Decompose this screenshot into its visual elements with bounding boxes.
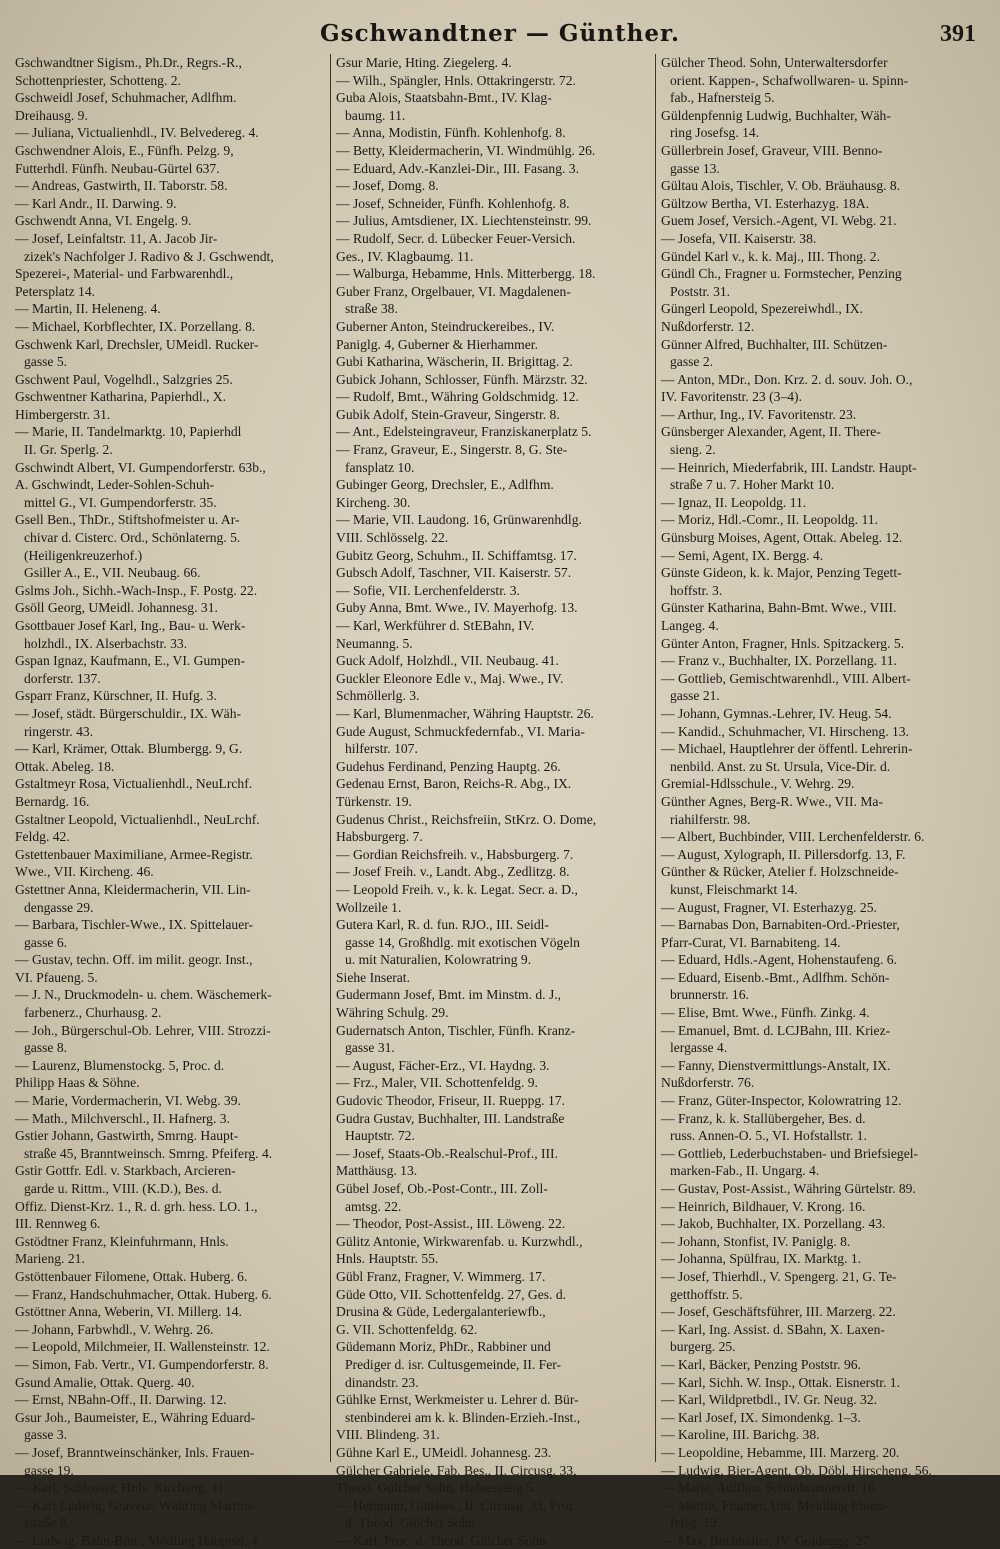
directory-entry-line: — Michael, Hauptlehrer der öffentl. Lehrerin- [661, 741, 913, 757]
directory-entry-line: — Michael, Korbflechter, IX. Porzellang. 8. [15, 318, 256, 334]
directory-entry-line: — Franz, Handschuhmacher, Ottak. Huberg. 6. [15, 1286, 272, 1302]
directory-entry-line: fansplatz 10. [345, 459, 415, 475]
directory-entry-line: Günther & Rücker, Atelier f. Holzschneide- [661, 864, 899, 880]
directory-entry-line: — Karl Josef, IX. Simondenkg. 1–3. [661, 1409, 861, 1425]
directory-entry-line: zizek's Nachfolger J. Radivo & J. Gschwendt, [24, 248, 274, 264]
directory-entry-line: Gsell Ben., ThDr., Stiftshofmeister u. Ar- [15, 512, 240, 528]
directory-entry-line: Gubick Johann, Schlosser, Fünfh. Märzstr. 32. [336, 371, 588, 387]
directory-entry-line: u. mit Naturalien, Kolowratring 9. [345, 952, 532, 968]
directory-entry-line: G. VII. Schottenfeldg. 62. [336, 1321, 478, 1337]
directory-entry-line: brunnerstr. 16. [670, 987, 749, 1003]
directory-entry-line: — Walburga, Hebamme, Hnls. Mitterbergg. 18. [336, 266, 596, 282]
directory-entry-line: Gübel Josef, Ob.-Post-Contr., III. Zoll- [336, 1181, 548, 1196]
directory-entry-line: garde u. Rittm., VIII. (K.D.), Bes. d. [24, 1181, 222, 1196]
directory-entry-line: ringerstr. 43. [24, 723, 94, 739]
directory-entry-line: marken-Fab., II. Ungarg. 4. [670, 1163, 820, 1179]
directory-entry-line: Guberner Anton, Steindruckereibes., IV. [336, 318, 555, 334]
directory-entry-line: Offiz. Dienst-Krz. 1., R. d. grh. hess. LO. 1., [15, 1198, 258, 1214]
directory-entry-line: amtsg. 22. [345, 1198, 402, 1214]
directory-entry-line: Gedenau Ernst, Baron, Reichs-R. Abg., IX. [336, 776, 572, 792]
directory-entry-line: — Leopoldine, Hebamme, III. Marzerg. 20. [661, 1444, 900, 1460]
directory-entry-line: Günsberger Alexander, Agent, II. There- [661, 424, 881, 440]
directory-entry-line: — Emanuel, Bmt. d. LCJBahn, III. Kriez- [661, 1022, 891, 1038]
page-header [10, 14, 990, 54]
directory-entry-line: Gubi Katharina, Wäscherin, II. Brigittag. 2. [336, 354, 573, 370]
directory-entry-line: — Hermann, Gutsbes., II. Circusg. 33, Proc. [336, 1497, 579, 1513]
directory-entry-line: A. Gschwindt, Leder-Sohlen-Schuh- [15, 477, 215, 493]
directory-entry-line: — Anton, MDr., Don. Krz. 2. d. souv. Joh. O., [661, 371, 913, 387]
directory-entry-line: Wwe., VII. Kircheng. 46. [15, 864, 154, 880]
directory-entry-line: sieng. 2. [670, 442, 716, 458]
directory-entry-line: Günster Katharina, Bahn-Bmt. Wwe., VIII. [661, 600, 897, 616]
directory-entry-line: Ges., IV. Klagbaumg. 11. [336, 248, 474, 264]
directory-entry-line: — Johann, Gymnas.-Lehrer, IV. Heug. 54. [661, 705, 892, 721]
directory-entry-line: — Karl, Sichh. W. Insp., Ottak. Eisnerstr. 1. [661, 1374, 901, 1390]
directory-entry-line: Gstier Johann, Gastwirth, Smrng. Haupt- [15, 1128, 239, 1144]
directory-entry-line: Gstödtner Franz, Kleinfuhrmann, Hnls. [15, 1233, 229, 1249]
directory-entry-line: straße 8. [24, 1515, 71, 1531]
directory-entry-line: Türkenstr. 19. [336, 793, 412, 809]
directory-entry-line: — Franz, k. k. Stallübergeher, Bes. d. [661, 1110, 866, 1126]
directory-entry-line: — Ant., Edelsteingraveur, Franziskanerplatz 5. [336, 424, 592, 440]
directory-entry-line: Gstettenbauer Maximiliane, Armee-Registr. [15, 846, 253, 862]
directory-entry-line: — Marie, Vordermacherin, VI. Webg. 39. [15, 1093, 241, 1109]
directory-entry-line: — August, Fächer-Erz., VI. Haydng. 3. [336, 1057, 550, 1073]
directory-entry-line: Schottenpriester, Schotteng. 2. [15, 72, 181, 88]
directory-entry-line: gasse 14, Großhdlg. mit exotischen Vögeln [345, 934, 580, 950]
directory-entry-line: — Betty, Kleidermacherin, VI. Windmühlg. 26. [336, 142, 596, 158]
directory-entry-line: Schmöllerlg. 3. [336, 688, 420, 704]
directory-entry-line: kunst, Fleischmarkt 14. [670, 881, 798, 897]
directory-entry-line: Gündel Karl v., k. k. Maj., III. Thong. 2. [661, 248, 880, 264]
directory-entry-line: Gubsch Adolf, Taschner, VII. Kaiserstr. 57. [336, 565, 572, 581]
directory-entry-line: Hauptstr. 72. [345, 1128, 415, 1144]
directory-entry-line: — Andreas, Gastwirth, II. Taborstr. 58. [15, 178, 228, 194]
column-3 [655, 54, 990, 1548]
directory-entry-line: — Frz., Maler, VII. Schottenfeldg. 9. [336, 1075, 538, 1091]
directory-entry-line: Gubik Adolf, Stein-Graveur, Singerstr. 8. [336, 406, 560, 422]
directory-entry-line: — Ludwig, Bier-Agent, Ob. Döbl. Hirscheng. 56. [661, 1462, 932, 1478]
directory-entry-line: Futterhdl. Fünfh. Neubau-Gürtel 637. [15, 160, 220, 176]
directory-entry-line: II. Gr. Sperlg. 2. [24, 442, 113, 458]
directory-entry-line: — Karl, Schlosser, Hnls. Kircheng. 11. [15, 1480, 228, 1496]
directory-entry-line: Gühlke Ernst, Werkmeister u. Lehrer d. Bür- [336, 1392, 579, 1408]
column-2 [330, 54, 655, 1548]
directory-entry-line: — Jakob, Buchhalter, IX. Porzellang. 43. [661, 1216, 886, 1232]
directory-entry-line: Gülcher Theod. Sohn, Unterwaltersdorfer [661, 55, 888, 70]
directory-entry-line: Gültau Alois, Tischler, V. Ob. Bräuhausg. 8. [661, 178, 901, 194]
directory-entry-line: — Fanny, Dienstvermittlungs-Anstalt, IX. [661, 1057, 891, 1073]
directory-entry-line: Günsburg Moises, Agent, Ottak. Abeleg. 12. [661, 530, 903, 546]
directory-entry-line: Gschwendner Alois, E., Fünfh. Pelzg. 9, [15, 142, 234, 158]
directory-entry-line: Drusina & Güde, Ledergalanteriewfb., [336, 1304, 546, 1320]
directory-entry-line: — Josef, Thierhdl., V. Spengerg. 21, G. Te- [661, 1268, 897, 1284]
directory-entry-line: — Karl, Wildpretbdl., IV. Gr. Neug. 32. [661, 1392, 878, 1408]
directory-entry-line: Gudehus Ferdinand, Penzing Hauptg. 26. [336, 758, 561, 774]
directory-entry-line: Bernardg. 16. [15, 793, 90, 809]
directory-entry-line: Gudenus Christ., Reichsfreiin, StKrz. O. Dome, [336, 811, 597, 827]
directory-entry-line: — Karl Andr., II. Darwing. 9. [15, 195, 177, 211]
directory-entry-line: Gschweidl Josef, Schuhmacher, Adlfhm. [15, 90, 237, 106]
directory-entry-line: — Gottlieb, Gemischtwarenhdl., VIII. Albert- [661, 670, 911, 686]
directory-entry-line: — Johann, Farbwhdl., V. Wehrg. 26. [15, 1321, 214, 1337]
directory-entry-line: — Franz v., Buchhalter, IX. Porzellang. 11. [661, 653, 897, 669]
directory-entry-line: dinandstr. 23. [345, 1374, 419, 1390]
directory-entry-line: Gstöttenbauer Filomene, Ottak. Huberg. 6. [15, 1268, 248, 1284]
directory-entry-line: Güldenpfennig Ludwig, Buchhalter, Wäh- [661, 107, 891, 123]
directory-entry-line: d. Theod. Gülcher Sohn. [345, 1515, 479, 1531]
directory-entry-line: — Heinrich, Miederfabrik, III. Landstr. Haupt- [661, 459, 917, 475]
directory-entry-line: Güngerl Leopold, Spezereiwhdl., IX. [661, 301, 863, 317]
directory-entry-line: Feldg. 42. [15, 829, 70, 845]
directory-entry-line: — Rudolf, Bmt., Währing Goldschmidg. 12. [336, 389, 579, 405]
directory-entry-line: Guem Josef, Versich.-Agent, VI. Webg. 21. [661, 213, 897, 229]
directory-entry-line: Gschwenk Karl, Drechsler, UMeidl. Rucker- [15, 336, 259, 352]
directory-entry-line: Günter Anton, Fragner, Hnls. Spitzackerg. 5. [661, 635, 905, 651]
directory-entry-line: gasse 2. [670, 354, 714, 370]
directory-entry-line: — Barnabas Don, Barnabiten-Ord.-Priester, [661, 917, 900, 933]
directory-entry-line: III. Rennweg 6. [15, 1216, 101, 1232]
directory-entry-line: — Josef, Leinfaltstr. 11, A. Jacob Jir- [15, 230, 218, 246]
directory-entry-line: Gudernatsch Anton, Tischler, Fünfh. Kranz- [336, 1022, 576, 1038]
directory-entry-line: — Johanna, Spülfrau, IX. Marktg. 1. [661, 1251, 862, 1267]
directory-entry-line: Gremial-Hdlsschule., V. Wehrg. 29. [661, 776, 855, 792]
directory-entry-line: — Josefa, VII. Kaiserstr. 38. [661, 230, 817, 246]
directory-entry-line: Gübl Franz, Fragner, V. Wimmerg. 17. [336, 1268, 546, 1284]
directory-entry-line: gasse 3. [24, 1427, 68, 1443]
directory-entry-line: Neumanng. 5. [336, 635, 413, 651]
directory-entry-line: — Joh., Bürgerschul-Ob. Lehrer, VIII. Strozzi- [15, 1022, 271, 1038]
directory-entry-line: Guck Adolf, Holzhdl., VII. Neubaug. 41. [336, 653, 559, 669]
directory-entry-line: — Karl Ludwig, Graveur, Währing Martins- [15, 1497, 257, 1513]
directory-entry-line: Gstettner Anna, Kleidermacherin, VII. Lin- [15, 881, 251, 897]
directory-entry-line: stenbinderei am k. k. Blinden-Erzieh.-Inst., [345, 1409, 581, 1425]
directory-entry-line: Gülcher Gabriele, Fab. Bes., II. Circusg. 33, [336, 1462, 577, 1478]
directory-entry-line: Pfarr-Curat, VI. Barnabiteng. 14. [661, 934, 841, 950]
directory-entry-line: — Karl, Krämer, Ottak. Blumbergg. 9, G. [15, 741, 243, 757]
directory-entry-line: russ. Annen-O. 5., VI. Hofstallstr. 1. [670, 1128, 867, 1144]
directory-entry-line: — Julius, Amtsdiener, IX. Liechtensteinstr. 99. [336, 213, 592, 229]
directory-entry-line: Nußdorferstr. 12. [661, 318, 755, 334]
directory-entry-line: — Karl, Werkführer d. StEBahn, IV. [336, 618, 535, 633]
directory-entry-line: — August, Fragner, VI. Esterhazyg. 25. [661, 899, 877, 915]
directory-entry-line: Gubitz Georg, Schuhm., II. Schiffamtsg. 17. [336, 547, 577, 563]
directory-entry-line: (Heiligenkreuzerhof.) [24, 547, 143, 563]
directory-entry-line: getthoffstr. 5. [670, 1286, 743, 1302]
directory-entry-line: Gspan Ignaz, Kaufmann, E., VI. Gumpen- [15, 653, 246, 669]
directory-entry-line: Hnls. Hauptstr. 55. [336, 1251, 439, 1267]
page-number: 391 [940, 21, 976, 47]
directory-entry-line: — Gustav, techn. Off. im milit. geogr. Inst., [15, 952, 253, 968]
directory-entry-line: — Anna, Modistin, Fünfh. Kohlenhofg. 8. [336, 125, 566, 141]
directory-entry-line: holzhdl., IX. Alserbachstr. 33. [24, 635, 188, 651]
directory-entry-line: — Karl, Proc. d. Theod. Gülcher Sohn. [336, 1532, 550, 1548]
directory-entry-line: IV. Favoritenstr. 23 (3–4). [661, 389, 802, 405]
directory-entry-line: VI. Pfaueng. 5. [15, 969, 98, 985]
column-1 [10, 54, 330, 1548]
directory-entry-line: farbenerz., Churhausg. 2. [24, 1005, 162, 1021]
directory-entry-line: riahilferstr. 98. [670, 811, 751, 827]
directory-entry-line: Günner Alfred, Buchhalter, III. Schützen- [661, 336, 888, 352]
directory-entry-line: — Karl, Ing. Assist. d. SBahn, X. Laxen- [661, 1321, 885, 1337]
directory-entry-line: ring Josefsg. 14. [670, 125, 760, 141]
directory-entry-line: — Eduard, Eisenb.-Bmt., Adlfhm. Schön- [661, 969, 890, 985]
directory-entry-line: — Eduard, Adv.-Kanzlei-Dir., III. Fasang. 3. [336, 160, 579, 176]
directory-entry-line: gasse 19. [24, 1462, 74, 1478]
directory-entry-line: gasse 13. [670, 160, 720, 176]
directory-entry-line: Güdemann Moriz, PhDr., Rabbiner und [336, 1339, 551, 1355]
directory-entry-line: Spezerei-, Material- und Farbwarenhdl., [15, 266, 234, 282]
directory-entry-line: — Leopold, Milchmeier, II. Wallensteinstr. 12. [15, 1339, 270, 1355]
directory-entry-line: Gühne Karl E., UMeidl. Johannesg. 23. [336, 1444, 552, 1460]
directory-entry-line: chivar d. Cisterc. Ord., Schönlaterng. 5. [24, 530, 241, 546]
directory-entry-line: — Gottlieb, Lederbuchstaben- und Briefsiegel- [661, 1145, 919, 1161]
directory-entry-line: straße 38. [345, 301, 398, 317]
directory-entry-line: orient. Kappen-, Schafwollwaren- u. Spinn- [670, 72, 909, 88]
directory-entry-line: — Josef, Geschäftsführer, III. Marzerg. 22. [661, 1304, 896, 1320]
directory-entry-line: mittel G., VI. Gumpendorferstr. 35. [24, 494, 217, 510]
directory-entry-line: Gstir Gottfr. Edl. v. Starkbach, Arcieren- [15, 1163, 236, 1179]
directory-entry-line: Gsottbauer Josef Karl, Ing., Bau- u. Werk- [15, 618, 246, 633]
directory-entry-line: Gudermann Josef, Bmt. im Minstm. d. J., [336, 987, 562, 1003]
directory-entry-line: Gülitz Antonie, Wirkwarenfab. u. Kurzwhdl., [336, 1233, 583, 1249]
directory-entry-line: — Josef, Staats-Ob.-Realschul-Prof., III. [336, 1145, 558, 1161]
directory-entry-line: — Karl, Blumenmacher, Währing Hauptstr. 26. [336, 705, 594, 721]
directory-entry-line: — Math., Milchverschl., II. Hafnerg. 3. [15, 1110, 230, 1126]
directory-entry-line: baumg. 11. [345, 107, 406, 123]
directory-entry-line: Gstaltmeyr Rosa, Victualienhdl., NeuLrchf. [15, 776, 253, 792]
directory-entry-line: Gsiller A., E., VII. Neubaug. 66. [24, 565, 201, 581]
directory-entry-line: — Arthur, Ing., IV. Favoritenstr. 23. [661, 406, 857, 422]
directory-entry-line: Günther Agnes, Berg-R. Wwe., VII. Ma- [661, 793, 883, 809]
directory-entry-line: — Sofie, VII. Lerchenfelderstr. 3. [336, 582, 520, 598]
directory-entry-line: gasse 6. [24, 934, 68, 950]
directory-entry-line: — Rudolf, Secr. d. Lübecker Feuer-Versich. [336, 230, 576, 246]
directory-entry-line: — Elise, Bmt. Wwe., Fünfh. Zinkg. 4. [661, 1005, 870, 1021]
directory-entry-line: — Karl, Bäcker, Penzing Poststr. 96. [661, 1356, 861, 1372]
directory-entry-line: — Marie, II. Tandelmarktg. 10, Papierhdl [15, 424, 242, 440]
directory-entry-line: Gudra Gustav, Buchhalter, III. Landstraße [336, 1110, 565, 1126]
directory-entry-line: Währing Schulg. 29. [336, 1005, 449, 1021]
directory-entry-line: Gschwindt Albert, VI. Gumpendorferstr. 63b., [15, 459, 266, 475]
directory-entry-line: Wollzeile 1. [336, 899, 402, 915]
directory-entry-line: — Franz, Güter-Inspector, Kolowratring 12. [661, 1093, 902, 1109]
directory-entry-line: Günste Gideon, k. k. Major, Penzing Tegett- [661, 565, 902, 581]
directory-entry-line: — Josef, Schneider, Fünfh. Kohlenhofg. 8. [336, 195, 570, 211]
directory-entry-line: Philipp Haas & Söhne. [15, 1075, 140, 1091]
directory-entry-line: lergasse 4. [670, 1040, 728, 1056]
directory-entry-line: — Wilh., Spängler, Hnls. Ottakringerstr. 72. [336, 72, 576, 88]
directory-entry-line: — Semi, Agent, IX. Bergg. 4. [661, 547, 824, 563]
directory-entry-line: — Moriz, Hdl.-Comr., II. Leopoldg. 11. [661, 512, 878, 528]
directory-entry-line: Gslms Joh., Sichh.-Wach-Insp., F. Postg. 22. [15, 582, 258, 598]
directory-entry-line: — Johann, Stonfist, IV. Paniglg. 8. [661, 1233, 851, 1249]
directory-entry-line: — Karoline, III. Barichg. 38. [661, 1427, 820, 1443]
directory-entry-line: — Barbara, Tischler-Wwe., IX. Spittelauer- [15, 917, 254, 933]
directory-entry-line: — Martin, II. Heleneng. 4. [15, 301, 161, 317]
directory-entry-line: — Heinrich, Bildhauer, V. Krong. 16. [661, 1198, 866, 1214]
directory-entry-line: Habsburgerg. 7. [336, 829, 423, 845]
directory-entry-line: Gstaltner Leopold, Victualienhdl., NeuLrchf. [15, 811, 260, 827]
directory-entry-line: straße 7 u. 7. Hoher Markt 10. [670, 477, 835, 493]
directory-entry-line: — J. N., Druckmodeln- u. chem. Wäschemerk- [15, 987, 272, 1003]
directory-entry-line: Gschwendt Anna, VI. Engelg. 9. [15, 213, 192, 229]
directory-entry-line: gasse 21. [670, 688, 720, 704]
directory-entry-line: Guba Alois, Staatsbahn-Bmt., IV. Klag- [336, 90, 552, 106]
directory-entry-line: Guckler Eleonore Edle v., Maj. Wwe., IV. [336, 670, 564, 686]
directory-entry-line: Guby Anna, Bmt. Wwe., IV. Mayerhofg. 13. [336, 600, 578, 616]
directory-entry-line: — Marie, VII. Laudong. 16, Grünwarenhdlg. [336, 512, 582, 528]
directory-entry-line: — Ernst, NBahn-Off., II. Darwing. 12. [15, 1392, 227, 1408]
directory-entry-line: — Josef, Domg. 8. [336, 178, 439, 194]
directory-entry-line: dorferstr. 137. [24, 670, 101, 686]
directory-entry-line: Güllerbrein Josef, Graveur, VIII. Benno- [661, 142, 883, 158]
running-head: Gschwandtner — Günther. [319, 20, 680, 47]
directory-entry-line: Gsöll Georg, UMeidl. Johannesg. 31. [15, 600, 218, 616]
directory-entry-line: — Martin, Fragner, Unt. Meidling Ehren- [661, 1497, 888, 1513]
directory-entry-line: Paniglg. 4, Guberner & Hierhammer. [336, 336, 538, 352]
directory-entry-line: Gudovic Theodor, Friseur, II. Rueppg. 17. [336, 1093, 565, 1109]
directory-entry-line: fab., Hafnersteig 5. [670, 90, 775, 106]
directory-entry-line: Langeg. 4. [661, 618, 719, 633]
directory-entry-line: gasse 5. [24, 354, 68, 370]
directory-entry-line: Dreihausg. 9. [15, 107, 88, 123]
directory-entry-line: Matthäusg. 13. [336, 1163, 418, 1179]
directory-entry-line: Gsur Joh., Baumeister, E., Währing Eduard- [15, 1409, 256, 1425]
directory-entry-line: gasse 31. [345, 1040, 395, 1056]
directory-entry-line: Petersplatz 14. [15, 283, 96, 299]
directory-entry-line: felsg. 19. [670, 1515, 721, 1531]
directory-entry-line: Güde Otto, VII. Schottenfeldg. 27, Ges. d. [336, 1286, 567, 1302]
directory-entry-line: hilferstr. 107. [345, 741, 418, 757]
directory-entry-line: burgerg. 25. [670, 1339, 736, 1355]
directory-entry-line: — Kandid., Schuhmacher, VI. Hirscheng. 13. [661, 723, 909, 739]
directory-entry-line: dengasse 29. [24, 899, 94, 915]
directory-entry-line: Poststr. 31. [670, 283, 731, 299]
directory-entry-line: Himbergerstr. 31. [15, 406, 111, 422]
directory-entry-line: Gsund Amalie, Ottak. Querg. 40. [15, 1374, 195, 1390]
directory-entry-line: — Gordian Reichsfreih. v., Habsburgerg. 7. [336, 846, 574, 862]
directory-entry-line: Siehe Inserat. [336, 969, 410, 985]
directory-entry-line: VIII. Blindeng. 31. [336, 1427, 440, 1443]
directory-entry-line: — Josef, Branntweinschänker, Inls. Frauen- [15, 1444, 255, 1460]
directory-entry-line: Guber Franz, Orgelbauer, VI. Magdalenen- [336, 283, 571, 299]
directory-entry-line: — Josef Freih. v., Landt. Abg., Zedlitzg. 8. [336, 864, 570, 880]
directory-entry-line: — Franz, Graveur, E., Singerstr. 8, G. Ste- [336, 442, 568, 458]
directory-entry-line: — Ignaz, II. Leopoldg. 11. [661, 494, 807, 510]
directory-entry-line: — Gustav, Post-Assist., Währing Gürtelstr. 89. [661, 1181, 916, 1196]
directory-entry-line: — Ludwig, Bahn-Bmt., Mödling Hauptstr. 4. [15, 1532, 262, 1548]
directory-entry-line: Gschwentner Katharina, Papierhdl., X. [15, 389, 227, 405]
directory-entry-line: Kircheng. 30. [336, 494, 411, 510]
directory-entry-line: Gschwent Paul, Vogelhdl., Salzgries 25. [15, 371, 233, 387]
directory-entry-line: Gutera Karl, R. d. fun. RJO., III. Seidl- [336, 917, 549, 933]
directory-entry-line: — Theodor, Post-Assist., III. Löweng. 22. [336, 1216, 566, 1232]
directory-entry-line: Nußdorferstr. 76. [661, 1075, 755, 1091]
directory-entry-line: Gsparr Franz, Kürschner, II. Hufg. 3. [15, 688, 217, 704]
directory-entry-line: — Simon, Fab. Vertr., VI. Gumpendorferstr. 8. [15, 1356, 269, 1372]
directory-entry-line: hoffstr. 3. [670, 582, 723, 598]
directory-entry-line: — Laurenz, Blumenstockg. 5, Proc. d. [15, 1057, 225, 1073]
directory-entry-line: VIII. Schlösselg. 22. [336, 530, 449, 546]
directory-entry-line: Marieng. 21. [15, 1251, 85, 1267]
directory-entry-line: Gündl Ch., Fragner u. Formstecher, Penzing [661, 266, 902, 282]
directory-entry-line: nenbild. Anst. zu St. Ursula, Vice-Dir. d. [670, 758, 891, 774]
directory-entry-line: Ottak. Abeleg. 18. [15, 758, 115, 774]
directory-entry-line: straße 45, Branntweinsch. Smrng. Pfeiferg. 4. [24, 1145, 273, 1161]
directory-columns [10, 54, 990, 1548]
directory-entry-line: Gstöttner Anna, Weberin, VI. Millerg. 14. [15, 1304, 242, 1320]
directory-entry-line: — August, Xylograph, II. Pillersdorfg. 13, F. [661, 846, 906, 862]
directory-entry-line: Prediger d. isr. Cultusgemeinde, II. Fer- [345, 1356, 562, 1372]
directory-entry-line: Gubinger Georg, Drechsler, E., Adlfhm. [336, 477, 554, 493]
directory-entry-line: — Marie, Adlfhm. Schönbrunnerstr. 16. [661, 1480, 879, 1496]
directory-entry-line: Gsur Marie, Hting. Ziegelerg. 4. [336, 55, 512, 70]
directory-entry-line: Gschwandtner Sigism., Ph.Dr., Regrs.-R., [15, 55, 242, 70]
directory-entry-line: — Albert, Buchbinder, VIII. Lerchenfelderstr. 6. [661, 829, 925, 845]
directory-entry-line: — Eduard, Hdls.-Agent, Hohenstaufeng. 6. [661, 952, 897, 968]
directory-entry-line: — Leopold Freih. v., k. k. Legat. Secr. a. D., [336, 881, 578, 897]
directory-entry-line: Theod. Gülcher Sohn, Hafnersteig 5. [336, 1480, 537, 1496]
directory-entry-line: Gültzow Bertha, VI. Esterhazyg. 18A. [661, 195, 870, 211]
directory-entry-line: — Juliana, Victualienhdl., IV. Belvedereg. 4. [15, 125, 259, 141]
directory-entry-line: — Max, Buchhalter, IV. Goldeggg. 27. [661, 1532, 873, 1548]
directory-entry-line: — Josef, städt. Bürgerschuldir., IX. Wäh- [15, 705, 242, 721]
directory-entry-line: gasse 8. [24, 1040, 68, 1056]
directory-entry-line: Gude August, Schmuckfedernfab., VI. Maria- [336, 723, 585, 739]
